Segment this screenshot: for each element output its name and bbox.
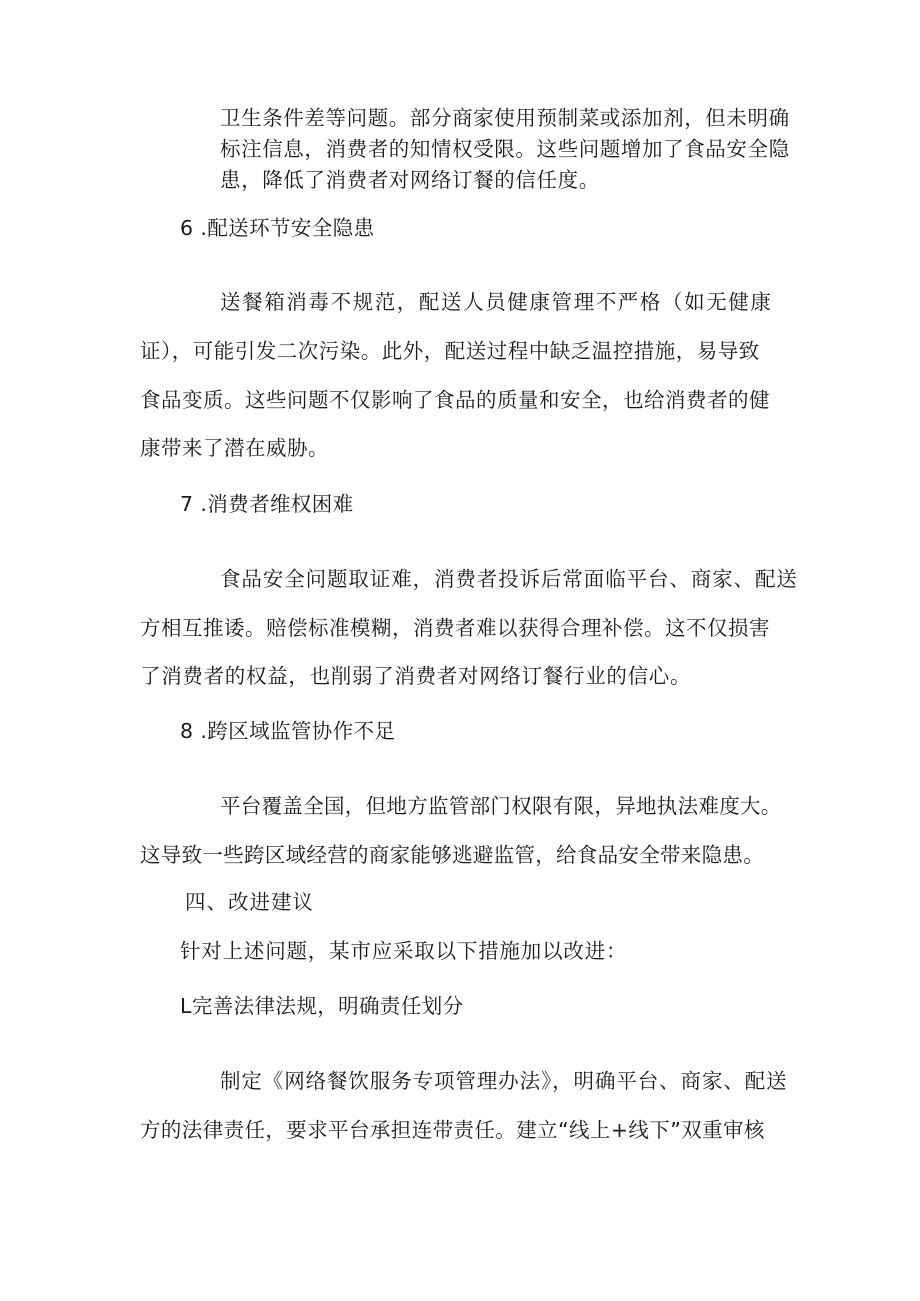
- paragraph-line: 了消费者的权益，也削弱了消费者对网络订餐行业的信心。: [140, 664, 692, 688]
- section-title: 四、改进建议: [185, 890, 314, 914]
- paragraph-line: 食品变质。这些问题不仅影响了食品的质量和安全，也给消费者的健: [140, 388, 770, 412]
- paragraph-line: 食品安全问题取证难，消费者投诉后常面临平台、商家、配送: [220, 567, 798, 591]
- paragraph-line: 卫生条件差等问题。部分商家使用预制菜或添加剂，但未明确: [220, 106, 790, 130]
- paragraph-line: 患，降低了消费者对网络订餐的信任度。: [220, 168, 600, 192]
- paragraph-line: 证），可能引发二次污染。此外，配送过程中缺乏温控措施，易导致: [140, 339, 760, 363]
- paragraph-line: 送餐箱消毒不规范，配送人员健康管理不严格（如无健康: [220, 290, 773, 314]
- section-heading: 6 .配送环节安全隐患: [180, 216, 375, 240]
- paragraph-line: 这导致一些跨区域经营的商家能够逃避监管，给食品安全带来隐患。: [140, 843, 764, 867]
- paragraph-line: 针对上述问题，某市应采取以下措施加以改进：: [180, 939, 628, 963]
- paragraph-line: 方相互推诿。赔偿标准模糊，消费者难以获得合理补偿。这不仅损害: [140, 616, 770, 640]
- paragraph-line: 方的法律责任，要求平台承担连带责任。建立“线上+线下”双重审核: [140, 1118, 765, 1142]
- paragraph-line: 康带来了潜在威胁。: [140, 436, 329, 460]
- section-heading: 8 .跨区域监管协作不足: [180, 719, 396, 743]
- section-heading: L完善法律法规，明确责任划分: [180, 994, 464, 1018]
- paragraph-line: 标注信息，消费者的知情权受限。这些问题增加了食品安全隐: [220, 137, 790, 161]
- section-heading: 7 .消费者维权困难: [180, 492, 354, 516]
- paragraph-line: 平台覆盖全国，但地方监管部门权限有限，异地执法难度大。: [220, 794, 782, 818]
- paragraph-line: 制定《网络餐饮服务专项管理办法》，明确平台、商家、配送: [220, 1069, 788, 1093]
